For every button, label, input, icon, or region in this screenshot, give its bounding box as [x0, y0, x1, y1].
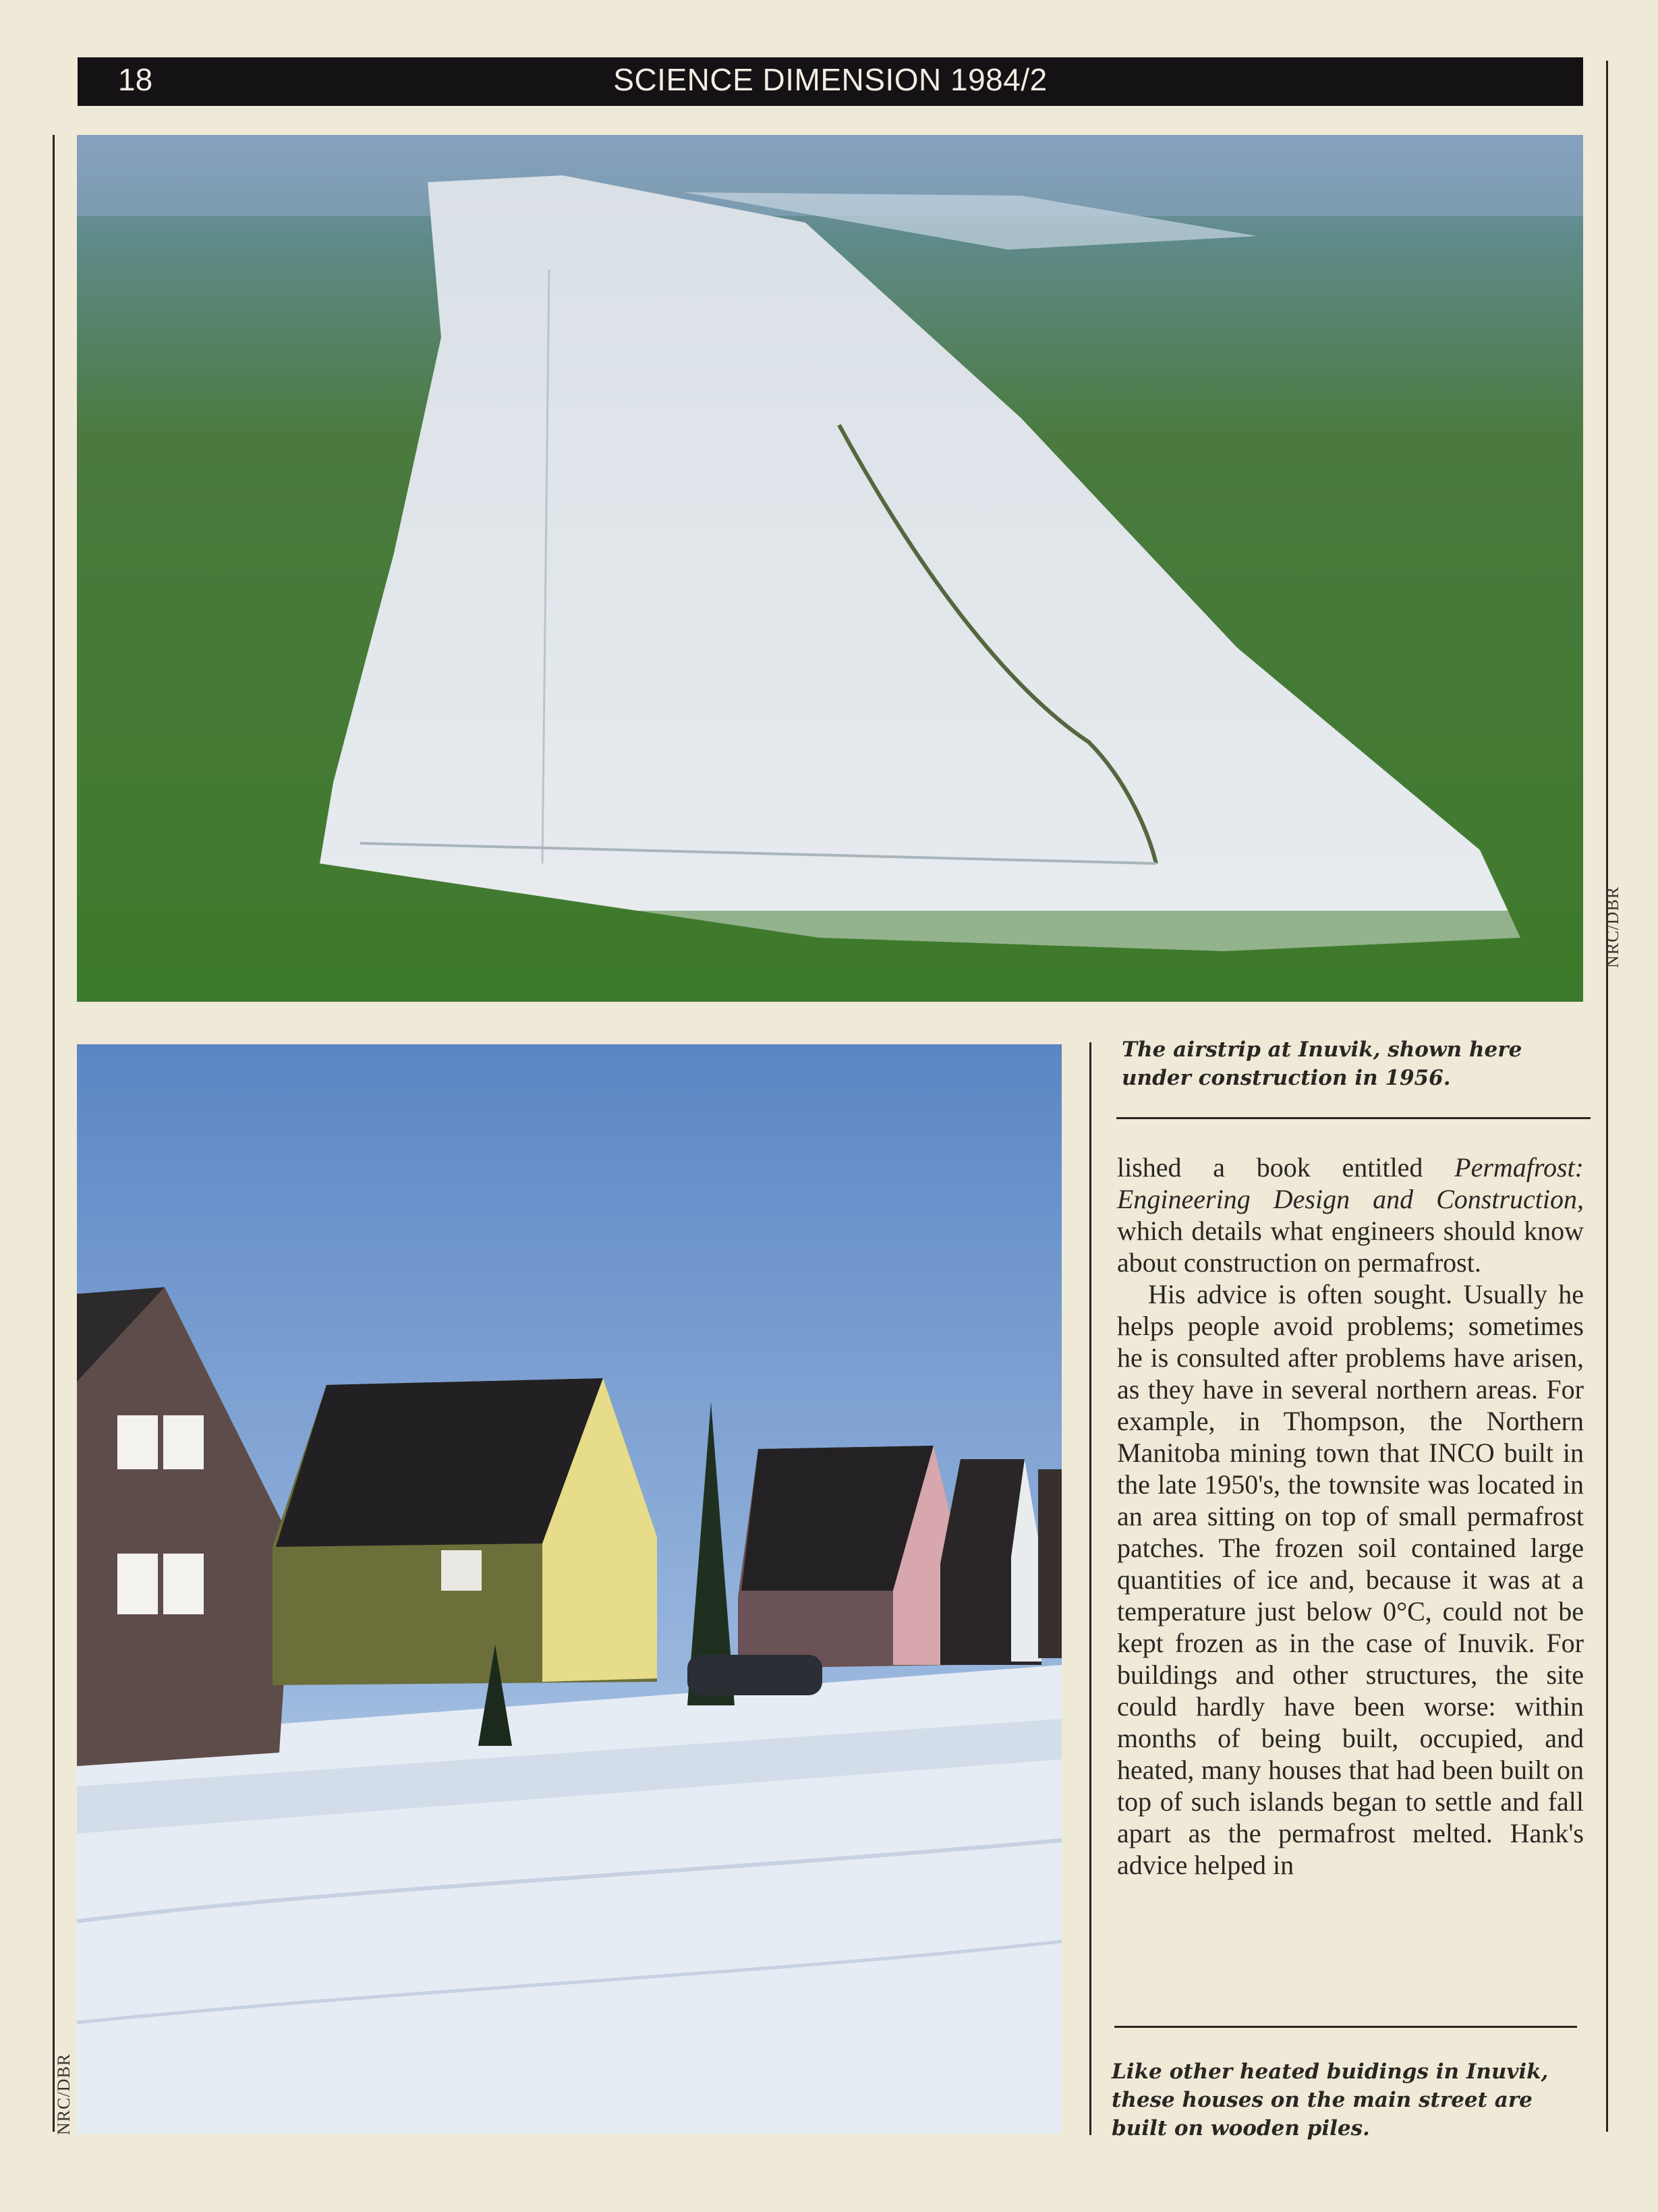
caption-houses: Like other heated buidings in Inuvik, these houses on the main street are built on wooden piles.	[1112, 2060, 1549, 2140]
publication-title: SCIENCE DIMENSION 1984/2	[613, 62, 1048, 97]
photo-credit-top: NRC/DBR	[1603, 886, 1622, 968]
column-divider-rule	[1089, 1042, 1091, 2135]
book-title: Permafrost: Engineering Design and Construction,	[1117, 1152, 1584, 1214]
right-page-rule	[1606, 61, 1608, 2132]
photo-credit-bottom: NRC/DBR	[54, 2053, 74, 2135]
article-text: lished a book entitled	[1117, 1152, 1455, 1183]
header-bar	[78, 57, 1583, 106]
houses-photo	[77, 1044, 1062, 2134]
article-text: which details what engineers should know about construction on permafrost.	[1117, 1216, 1584, 1278]
caption-rule-top	[1116, 1117, 1591, 1119]
left-page-rule	[53, 135, 55, 2132]
caption-airstrip: The airstrip at Inuvik, shown here under construction in 1956.	[1122, 1038, 1522, 1090]
caption-rule-bottom	[1114, 2026, 1577, 2028]
airstrip-photo	[77, 135, 1583, 1002]
article-paragraph	[1117, 1152, 1584, 1278]
article-column	[1117, 1152, 1584, 1881]
page-number: 18	[118, 62, 153, 97]
article-paragraph: His advice is often sought. Usually he helps people avoid problems; sometimes he is consulted after problems have arisen, as they have in several northern areas. For example, in Thompson, the Northern Manitoba mining town that INCO built in the late 1950's, the townsite was located in an area sitting on top of small permafrost patches. The frozen soil contained large quantities of ice and, because it was at a temperature just below 0°C, could not be kept frozen as in the case of Inuvik. For buildings and other structures, the site could hardly have been worse: within months of being built, occupied, and heated, many houses that had been built on top of such islands began to settle and fall apart as the permafrost melted. Hank's advice helped in	[1117, 1279, 1584, 1880]
